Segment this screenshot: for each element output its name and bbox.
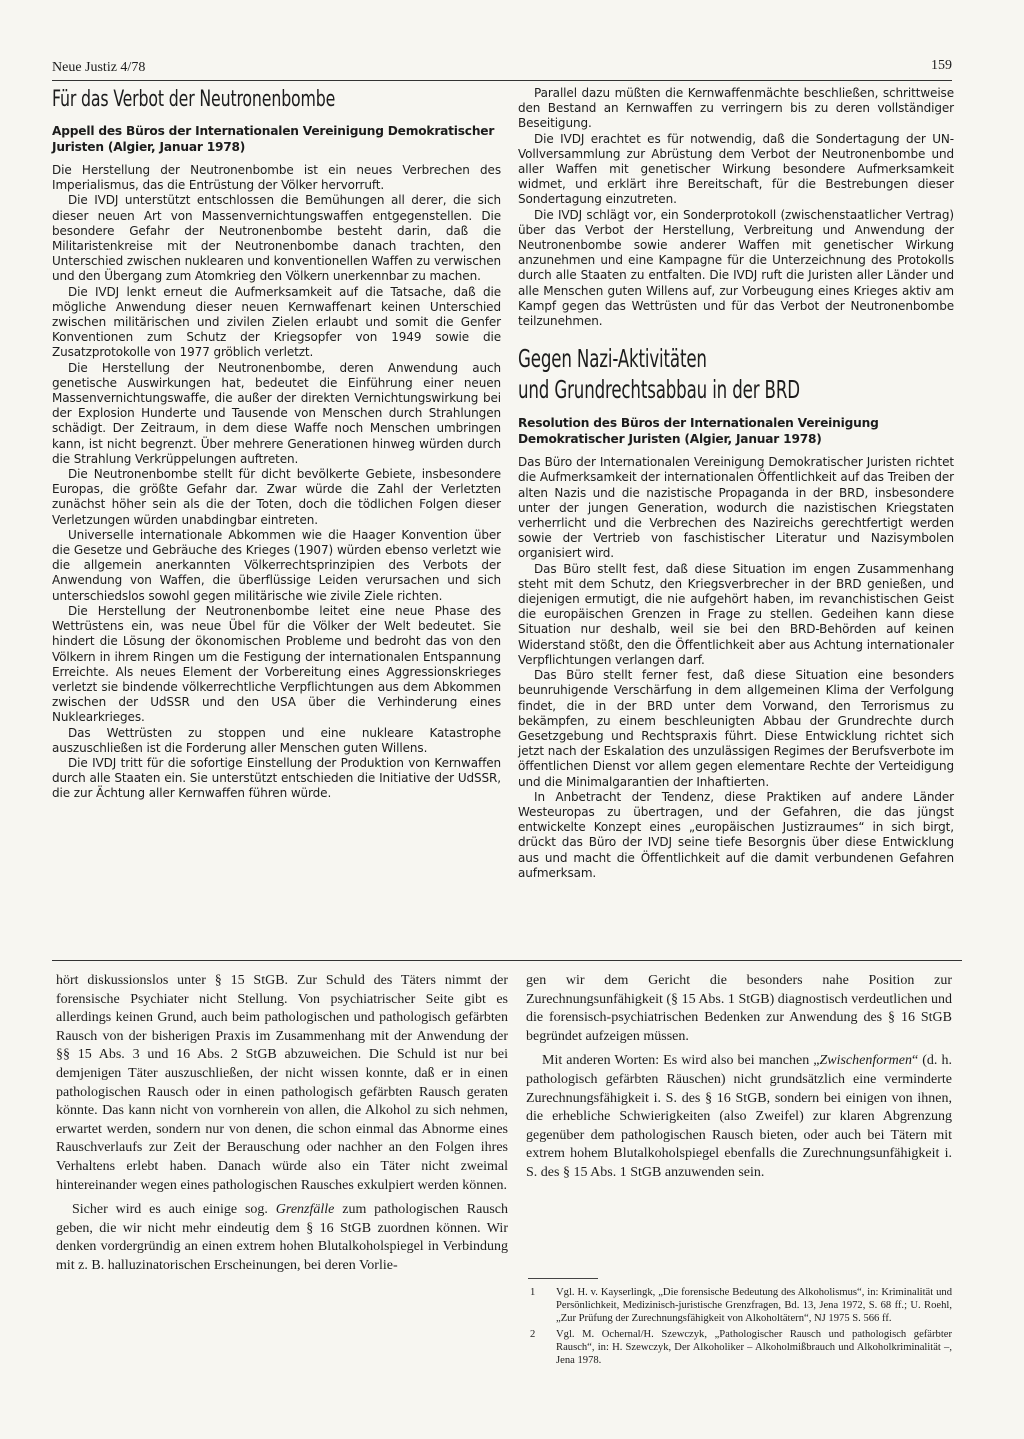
section-divider (52, 960, 962, 961)
footnote (530, 1286, 952, 1325)
article2-paragraph: Das Büro der Internationalen Vereinigung Demokratischer Juristen richtet die Aufmerksamkeit der internationalen Öffentlichkeit auf das Treiben der alten Nazis und die nazistische Propaganda in der BRD, insbesondere unter der jungen Generation, wodurch die nazistischen Kriegstaten verherrlicht und die Verbrechen des Nazireichs gerechtfertigt werden sowie der Vertrieb von faschistischer Literatur und Nazisymbolen organisiert wird. (518, 455, 954, 561)
article1-paragraph: Die IVDJ schlägt vor, ein Sonderprotokoll (zwischenstaatlicher Vertrag) über das Verbot der Herstellung, Verbreitung und Anwendung der Neutronenbombe sowie anderer Waffen mit genetischer Wirkung anzunehmen und eine Kampagne für die Unterzeichnung des Protokolls durch alle Staaten zu entfalten. Die IVDJ ruft die Juristen aller Länder und alle Menschen guten Willens auf, zur Vorbeugung eines Krieges aktiv am Kampf gegen das Wettrüsten und für das Verbot der Neutronenbombe teilzunehmen. (518, 207, 954, 329)
article1-paragraph: Die Herstellung der Neutronenbombe leitet eine neue Phase des Wettrüstens ein, was neue Übel für die Völker der Welt bedeutet. Sie hindert die Lösung der ökonomischen Probleme und bedroht das von den Völkern in ihrem Ringen um die Festigung der internationalen Entspannung Erreichte. Als neues Element der Vorbereitung eines Aggressionskrieges verletzt sie bindende völkerrechtliche Verpflichtungen aus dem Abkommen zwischen der UdSSR und den USA über die Verhinderung eines Nuklearkrieges. (52, 603, 501, 725)
article1-column (52, 86, 501, 802)
article1-subtitle: Appell des Büros der Internationalen Vereinigung Demokratischer Juristen (Algier, Januar 1978) (52, 124, 495, 154)
text-run: zum pathologischen Rausch geben, die wir nicht mehr eindeutig dem § 16 StGB zuordnen können. Wir denken vordergründig an einen extrem hohen Blutalkoholspiegel in Verbindung mit z. B. halluzinatorischen Erscheinungen, bei deren Vorlie- (56, 1202, 508, 1273)
article2-column (518, 86, 954, 881)
article2-paragraph: Das Büro stellt ferner fest, daß diese Situation eine besonders beunruhigende Verschärfung in dem allgemeinen Klima der Verfolgung findet, die in der BRD unter dem Vorwand, den Terrorismus zu bekämpfen, zu einem beschleunigten Abbau der Grundrechte durch Gesetzgebung und Rechtspraxis führt. Diese Entwicklung richtet sich jetzt nach der Eskalation des unzulässigen Regimes der Berufsverbote im öffentlichen Dienst vor allem gegen elementare Rechte der Verteidigung und die Minimalgarantien der Inhaftierten. (518, 668, 954, 789)
continuation-paragraph: hört diskussionslos unter § 15 StGB. Zur Schuld des Täters nimmt der forensische Psychiater nicht Stellung. Von psychiatrischer Seite gibt es allerdings keinen Grund, auch beim pathologischen und pathologisch gefärbten Rausch von der bisherigen Praxis im Zusammenhang mit der Anwendung der §§ 15 Abs. 3 und 16 Abs. 2 StGB abzuweichen. Die Schuld ist nur bei demjenigen Täter auszuschließen, der nicht wissen konnte, daß er in einen pathologischen Rausch oder in einen pathologisch gefärbten Rausch geraten könnte. Das kann nicht von vornherein von allen, die Alkohol zu sich nehmen, erwartet werden, sondern nur von denen, die schon einmal das Abnorme eines Rauschverlaufs zur Zeit der Berauschung oder nachher an den Folgen ihres Verhaltens erlebt haben. Danach würde also ein Täter nicht zweimal hintereinander wegen eines pathologischen Rausches exkulpiert werden können. (56, 973, 508, 1193)
article1-paragraph: Parallel dazu müßten die Kernwaffenmächte beschließen, schrittweise den Bestand an Kernwaffen zu verringern bis zu deren vollständiger Beseitigung. (518, 86, 954, 131)
article1-paragraph: Die IVDJ unterstützt entschlossen die Bemühungen all derer, die sich dieser neuen Art von Massenvernichtungswaffen entgegenstellen. Die besondere Gefahr der Neutronenbombe besteht darin, daß die Militaristenkreise mit der Neutronenbombe danach trachten, den Unterschied zwischen nuklearen und konventionellen Waffen zu verwischen und den Übergang zum Atomkrieg den Völkern unerkennbar zu machen. (52, 193, 501, 284)
article2-paragraph: In Anbetracht der Tendenz, diese Praktiken auf andere Länder Westeuropas zu übertragen, und der Gefahren, die das jüngst entwickelte Konzept eines „europäischen Justizraumes“ in sich birgt, drückt das Büro der IVDJ seine tiefe Besorgnis über diese Entwicklung aus und macht die Öffentlichkeit auf die damit verbundenen Gefahren aufmerksam. (518, 789, 954, 880)
page-number: 159 (931, 58, 952, 73)
article2-paragraph: Das Büro stellt fest, daß diese Situation im engen Zusammenhang steht mit dem Schutz, den Kriegsverbrecher in der BRD genießen, und diejenigen ermutigt, die nie aufgehört haben, im revanchistischen Geist die europäischen Grenzen in Frage zu stellen. Gedeihen kann diese Situation nur deshalb, weil sie bei den BRD-Behörden auf keinen Widerstand stößt, den die Öffentlichkeit aber aus Achtung internationaler Verpflichtungen verlangen darf. (518, 561, 954, 667)
continuation-paragraph (526, 1052, 952, 1182)
continuation-paragraph: gen wir dem Gericht die besonders nahe Position zur Zurechnungsunfähigkeit (§ 15 Abs. 1 StGB) diagnostisch verdeutlichen und die forensisch-psychiatrischen Bedenken zur Anwendung des § 16 StGB begründet aufzeigen müssen. (526, 973, 952, 1044)
article1-paragraph: Die IVDJ tritt für die sofortige Einstellung der Produktion von Kernwaffen durch alle Staaten ein. Sie unterstützt entschieden die Initiative der UdSSR, die zur Ächtung aller Kernwaffen führen würde. (52, 755, 501, 801)
text-run: “ (d. h. pathologisch gefärbten Räuschen) nicht grundsätzlich eine verminderte Zurechnungsfähigkeit i. S. des § 16 StGB, sondern bei einigen von ihnen, die erhebliche Schwierigkeiten (also Zweifel) zur klaren Abgrenzung gegenüber dem pathologischen Rausch bieten, oder auch bei Tätern mit extrem hohem Blutalkoholspiegel ebenfalls die Zurechnungsunfähigkeit i. S. des § 15 Abs. 1 StGB anzuwenden sein. (526, 1053, 952, 1180)
article1-paragraph: Die Neutronenbombe stellt für dicht bevölkerte Gebiete, insbesondere Europas, die größte Gefahr dar. Zwar würde die Zahl der Verletzten zunächst höher sein als die der Toten, doch die tödlichen Folgen dieser Verletzungen würden unabdingbar eintreten. (52, 467, 501, 527)
text-run: Sicher wird es auch einige sog. (72, 1202, 276, 1218)
article2-title-line1: Gegen Nazi-Aktivitäten (518, 344, 707, 374)
article1-paragraph: Die IVDJ lenkt erneut die Aufmerksamkeit auf die Tatsache, daß die mögliche Anwendung dieser neuen Kernwaffenart keinen Unterschied zwischen militärischen und zivilen Zielen erlaubt und somit die Genfer Konventionen zum Schutz der Kriegsopfer von 1949 sowie die Zusatzprotokolle von 1977 gröblich verletzt. (52, 284, 501, 360)
article1-title: Für das Verbot der Neutronenbombe (52, 86, 336, 112)
article1-paragraph: Die Herstellung der Neutronenbombe ist ein neues Verbrechen des Imperialismus, das die Entrüstung der Völker hervorruft. (52, 163, 501, 193)
footnotes (530, 1286, 952, 1370)
continuation-column-left (56, 972, 508, 1276)
emphasis-text: Grenzfälle (275, 1202, 335, 1218)
article2-title-line2: und Grundrechtsabbau in der BRD (518, 375, 800, 405)
footnote-number: 1 (530, 1287, 536, 1298)
article1-paragraph: Universelle internationale Abkommen wie die Haager Konvention über die Gesetze und Gebräuche des Krieges (1907) würden ebenso verletzt wie die allgemein anerkannten Völkerrechtsprinzipien des Verbots der Anwendung von Waffen, die überflüssige Leiden verursachen und sich unterschiedslos sowohl gegen militärische wie zivile Ziele richten. (52, 527, 501, 603)
continuation-paragraph (56, 1201, 508, 1275)
footnote-text: Vgl. M. Ochernal/H. Szewczyk, „Pathologischer Rausch und pathologisch gefärbter Rausch“, in: H. Szewczyk, Der Alkoholiker – Alkoholmißbrauch und Alkoholkriminalität –, Jena 1978. (556, 1329, 952, 1366)
footnote-rule (528, 1278, 598, 1279)
running-head: Neue Justiz 4/78 (52, 60, 146, 75)
article1-paragraph: Die Herstellung der Neutronenbombe, deren Anwendung auch genetische Auswirkungen hat, bedeutet die Einführung einer neuen Massenvernichtungswaffe, die außer der direkten Vernichtungswirkung bei der Explosion Hunderte und Tausende von Menschen durch Strahlungen schädigt. Der Zeitraum, in dem diese Waffe noch Menschen umbringen kann, ist nicht begrenzt. Über mehrere Generationen hinweg würden durch die Strahlung Verkrüppelungen auftreten. (52, 360, 501, 466)
footnote (530, 1328, 952, 1367)
footnote-text: Vgl. H. v. Kayserlingk, „Die forensische Bedeutung des Alkoholismus“, in: Kriminalität und Persönlichkeit, Medizinisch-juristische Grenzfragen, Bd. 13, Jena 1972, S. 68 ff.; U. Roehl, „Zur Prüfung der Zurechnungsfähigkeit von Alkoholtätern“, NJ 1975 S. 566 ff. (556, 1287, 952, 1324)
article1-paragraph: Die IVDJ erachtet es für notwendig, daß die Sondertagung der UN-Vollversammlung zur Abrüstung dem Verbot der Neutronenbombe und aller Waffen mit genetischer Wirkung besondere Aufmerksamkeit widmet, und erklärt ihre Bereitschaft, für die Bestrebungen dieser Sondertagung einzutreten. (518, 131, 954, 207)
text-run: Mit anderen Worten: Es wird also bei manchen „ (542, 1053, 820, 1069)
footnote-number: 2 (530, 1329, 536, 1340)
article2-subtitle: Resolution des Büros der Internationalen Vereinigung Demokratischer Juristen (Algier, Januar 1978) (518, 416, 879, 447)
header-rule (52, 80, 952, 81)
emphasis-text: Zwischenformen (819, 1053, 913, 1069)
continuation-column-right (526, 972, 952, 1183)
section-gap (518, 329, 954, 343)
article1-paragraph: Das Wettrüsten zu stoppen und eine nukleare Katastrophe auszuschließen ist die Forderung aller Menschen guten Willens. (52, 725, 501, 755)
